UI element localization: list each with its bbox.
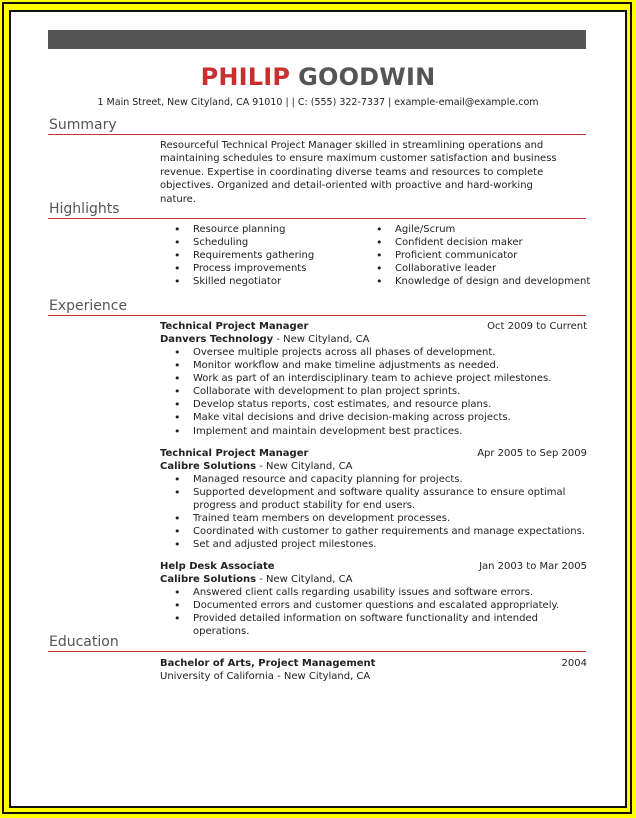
contact-line: 1 Main Street, New Cityland, CA 91010 | | C: (555) 322-7337 | example-email@example.com	[97, 97, 539, 108]
list-item: • Confident decision maker	[362, 236, 592, 249]
list-item: • Collaborative leader	[362, 262, 592, 275]
first-name: PHILIP	[200, 63, 291, 91]
job-title: Technical Project Manager	[160, 321, 309, 332]
list-item: • Work as part of an interdisciplinary team to achieve project milestones.	[160, 372, 587, 385]
list-item: • Answered client calls regarding usability issues and software errors.	[160, 586, 587, 599]
degree: Bachelor of Arts, Project Management	[160, 658, 376, 669]
list-item: • Knowledge of design and development	[362, 275, 592, 288]
job-bullets	[160, 473, 587, 552]
list-item: • Proficient communicator	[362, 249, 592, 262]
list-item: • Scheduling	[160, 236, 370, 249]
list-item: • Oversee multiple projects across all phases of development.	[160, 346, 587, 359]
list-item: • Documented errors and customer questions and escalated appropriately.	[160, 599, 587, 612]
list-item: • Supported development and software quality assurance to ensure optimal progress and product stability for end users.	[160, 486, 587, 512]
highlights-right-list	[362, 223, 592, 288]
list-item: • Provided detailed information on software functionality and intended operations.	[160, 612, 587, 638]
list-item: • Requirements gathering	[160, 249, 370, 262]
job-entry	[160, 560, 587, 638]
list-item: • Trained team members on development processes.	[160, 512, 587, 525]
job-bullets	[160, 346, 587, 438]
experience-rule	[48, 315, 586, 316]
job-entry	[160, 320, 587, 438]
last-name: GOODWIN	[298, 63, 436, 91]
company-name: Danvers Technology	[160, 334, 274, 345]
school: University of California - New Cityland, CA	[160, 671, 371, 682]
list-item: • Implement and maintain development best practices.	[160, 425, 587, 438]
highlights-rule	[48, 218, 586, 219]
education-heading: Education	[49, 634, 119, 650]
candidate-name	[0, 63, 636, 91]
list-item: • Agile/Scrum	[362, 223, 592, 236]
education-rule	[48, 651, 586, 652]
list-item: • Make vital decisions and drive decision-making across projects.	[160, 411, 587, 424]
list-item: • Monitor workflow and make timeline adjustments as needed.	[160, 359, 587, 372]
list-item: • Managed resource and capacity planning for projects.	[160, 473, 587, 486]
job-entry	[160, 447, 587, 552]
header-bar	[48, 30, 586, 49]
highlights-left-list	[160, 223, 370, 288]
education-year: 2004	[561, 658, 587, 669]
job-dates: Apr 2005 to Sep 2009	[477, 448, 587, 459]
summary-text: Resourceful Technical Project Manager skilled in streamlining operations and maintaining schedules to ensure maximum customer satisfaction and business revenue. Expertise in coordinating diverse teams and resources to complete objectives. Organized and detail-oriented with proactive and hard-working nature.	[160, 140, 557, 205]
list-item: • Resource planning	[160, 223, 370, 236]
company-name: Calibre Solutions	[160, 574, 257, 585]
education-entry	[160, 657, 587, 683]
list-item: • Develop status reports, cost estimates, and resource plans.	[160, 398, 587, 411]
job-bullets	[160, 586, 587, 638]
job-dates: Oct 2009 to Current	[487, 321, 587, 332]
company-location: - New Cityland, CA	[273, 334, 370, 345]
experience-heading: Experience	[49, 298, 128, 314]
highlights-heading: Highlights	[49, 201, 120, 217]
list-item: • Skilled negotiator	[160, 275, 370, 288]
list-item: • Set and adjusted project milestones.	[160, 538, 587, 551]
list-item: • Coordinated with customer to gather requirements and manage expectations.	[160, 525, 587, 538]
summary-heading: Summary	[49, 117, 117, 133]
company-name: Calibre Solutions	[160, 461, 257, 472]
company-location: - New Cityland, CA	[256, 461, 353, 472]
list-item: • Process improvements	[160, 262, 370, 275]
job-title: Technical Project Manager	[160, 448, 309, 459]
list-item: • Collaborate with development to plan project sprints.	[160, 385, 587, 398]
summary-rule	[48, 134, 586, 135]
company-location: - New Cityland, CA	[256, 574, 353, 585]
job-title: Help Desk Associate	[160, 561, 275, 572]
job-dates: Jan 2003 to Mar 2005	[479, 561, 587, 572]
